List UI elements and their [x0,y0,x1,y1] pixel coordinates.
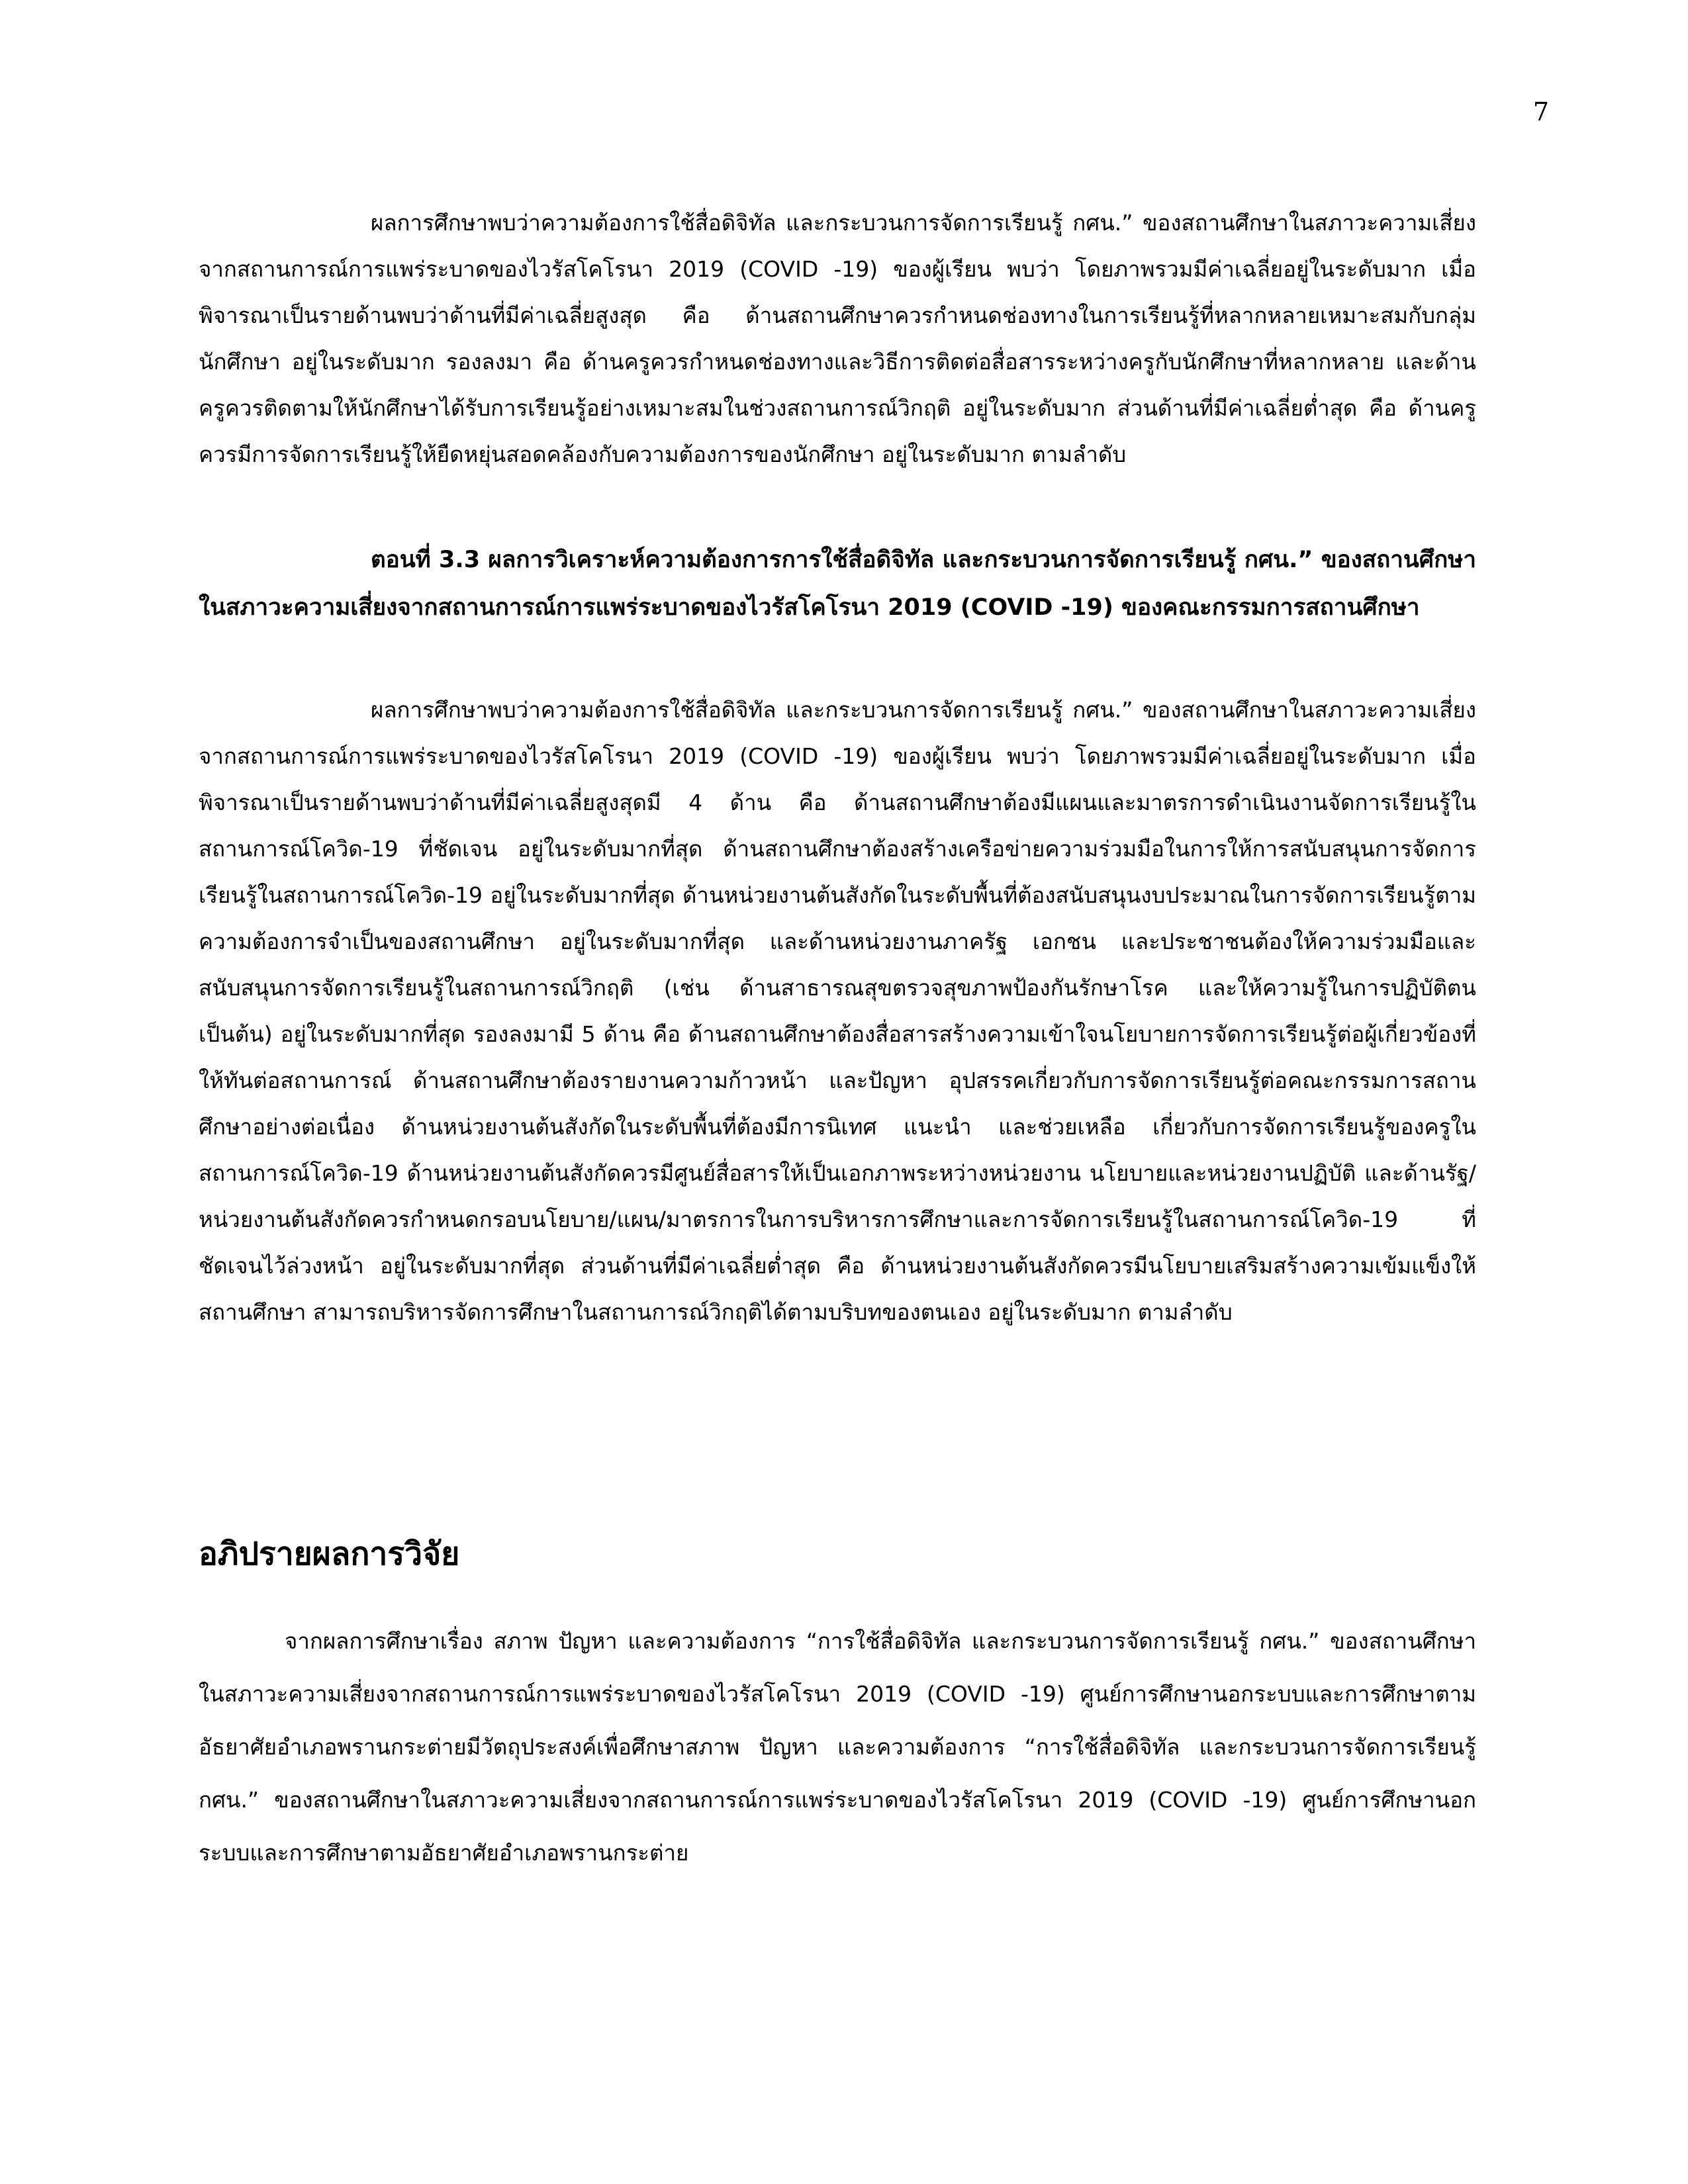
page-number: 7 [1532,97,1549,126]
section-discussion [199,1615,1476,1880]
results-paragraph-committee: ผลการศึกษาพบว่าความต้องการใช้สื่อดิจิทัล และกระบวนการจัดการเรียนรู้ กศน.” ของสถานศึกษาในสภาวะความเสี่ยงจากสถานการณ์การแพร่ระบาดของไวรัสโคโรนา 2019 (COVID -19) ของผู้เรียน พบว่า โดยภาพรวมมีค่าเฉลี่ยอยู่ในระดับมาก เมื่อพิจารณาเป็นรายด้านพบว่าด้านที่มีค่าเฉลี่ยสูงสุดมี 4 ด้าน คือ ด้านสถานศึกษาต้องมีแผนและมาตรการดำเนินงานจัดการเรียนรู้ในสถานการณ์โควิด-19 ที่ชัดเจน อยู่ในระดับมากที่สุด ด้านสถานศึกษาต้องสร้างเครือข่ายความร่วมมือในการให้การสนับสนุนการจัดการเรียนรู้ในสถานการณ์โควิด-19 อยู่ในระดับมากที่สุด ด้านหน่วยงานต้นสังกัดในระดับพื้นที่ต้องสนับสนุนงบประมาณในการจัดการเรียนรู้ตามความต้องการจำเป็นของสถานศึกษา อยู่ในระดับมากที่สุด และด้านหน่วยงานภาครัฐ เอกชน และประชาชนต้องให้ความร่วมมือและสนับสนุนการจัดการเรียนรู้ในสถานการณ์วิกฤติ (เช่น ด้านสาธารณสุขตรวจสุขภาพป้องกันรักษาโรค และให้ความรู้ในการปฏิบัติตน เป็นต้น) อยู่ในระดับมากที่สุด รองลงมามี 5 ด้าน คือ ด้านสถานศึกษาต้องสื่อสารสร้างความเข้าใจนโยบายการจัดการเรียนรู้ต่อผู้เกี่ยวข้องที่ให้ทันต่อสถานการณ์ ด้านสถานศึกษาต้องรายงานความก้าวหน้า และปัญหา อุปสรรคเกี่ยวกับการจัดการเรียนรู้ต่อคณะกรรมการสถานศึกษาอย่างต่อเนื่อง ด้านหน่วยงานต้นสังกัดในระดับพื้นที่ต้องมีการนิเทศ แนะนำ และช่วยเหลือ เกี่ยวกับการจัดการเรียนรู้ของครูในสถานการณ์โควิด-19 ด้านหน่วยงานต้นสังกัดควรมีศูนย์สื่อสารให้เป็นเอกภาพระหว่างหน่วยงาน นโยบายและหน่วยงานปฏิบัติ และด้านรัฐ/หน่วยงานต้นสังกัดควรกำหนดกรอบนโยบาย/แผน/มาตรการในการบริหารการศึกษาและการจัดการเรียนรู้ในสถานการณ์โควิด-19 ที่ชัดเจนไว้ล่วงหน้า อยู่ในระดับมากที่สุด ส่วนด้านที่มีค่าเฉลี่ยต่ำสุด คือ ด้านหน่วยงานต้นสังกัดควรมีนโยบายเสริมสร้างความเข้มแข็งให้สถานศึกษา สามารถบริหารจัดการศึกษาในสถานการณ์วิกฤติได้ตามบริบทของตนเอง อยู่ในระดับมาก ตามลำดับ [199,697,1476,1325]
results-paragraph-learners: ผลการศึกษาพบว่าความต้องการใช้สื่อดิจิทัล และกระบวนการจัดการเรียนรู้ กศน.” ของสถานศึกษาในสภาวะความเสี่ยงจากสถานการณ์การแพร่ระบาดของไวรัสโคโรนา 2019 (COVID -19) ของผู้เรียน พบว่า โดยภาพรวมมีค่าเฉลี่ยอยู่ในระดับมาก เมื่อพิจารณาเป็นรายด้านพบว่าด้านที่มีค่าเฉลี่ยสูงสุด คือ ด้านสถานศึกษาควรกำหนดช่องทางในการเรียนรู้ที่หลากหลายเหมาะสมกับกลุ่มนักศึกษา อยู่ในระดับมาก รองลงมา คือ ด้านครูควรกำหนดช่องทางและวิธีการติดต่อสื่อสารระหว่างครูกับนักศึกษาที่หลากหลาย และด้านครูควรติดตามให้นักศึกษาได้รับการเรียนรู้อย่างเหมาะสมในช่วงสถานการณ์วิกฤติ อยู่ในระดับมาก ส่วนด้านที่มีค่าเฉลี่ยต่ำสุด คือ ด้านครูควรมีการจัดการเรียนรู้ให้ยืดหยุ่นสอดคล้องกับความต้องการของนักศึกษา อยู่ในระดับมาก ตามลำดับ [199,210,1476,467]
discussion-paragraph: จากผลการศึกษาเรื่อง สภาพ ปัญหา และความต้องการ “การใช้สื่อดิจิทัล และกระบวนการจัดการเรียนรู้ กศน.” ของสถานศึกษาในสภาวะความเสี่ยงจากสถานการณ์การแพร่ระบาดของไวรัสโคโรนา 2019 (COVID -19) ศูนย์การศึกษานอกระบบและการศึกษาตามอัธยาศัยอำเภอพรานกระต่ายมีวัตถุประสงค์เพื่อศึกษาสภาพ ปัญหา และความต้องการ “การใช้สื่อดิจิทัล และกระบวนการจัดการเรียนรู้ กศน.” ของสถานศึกษาในสภาวะความเสี่ยงจากสถานการณ์การแพร่ระบาดของไวรัสโคโรนา 2019 (COVID -19) ศูนย์การศึกษานอกระบบและการศึกษาตามอัธยาศัยอำเภอพรานกระต่าย [199,1628,1476,1866]
section-results-learners [199,200,1476,478]
subsection-heading: ตอนที่ 3.3 ผลการวิเคราะห์ความต้องการการใช้สื่อดิจิทัล และกระบวนการจัดการเรียนรู้ กศน.” ของสถานศึกษาในสภาวะความเสี่ยงจากสถานการณ์การแพร่ระบาดของไวรัสโคโรนา 2019 (COVID -19) ของคณะกรรมการสถานศึกษา [199,547,1476,621]
discussion-heading: อภิปรายผลการวิจัย [199,1535,460,1572]
section-heading-3-3 [199,536,1476,631]
section-results-committee [199,687,1476,1336]
